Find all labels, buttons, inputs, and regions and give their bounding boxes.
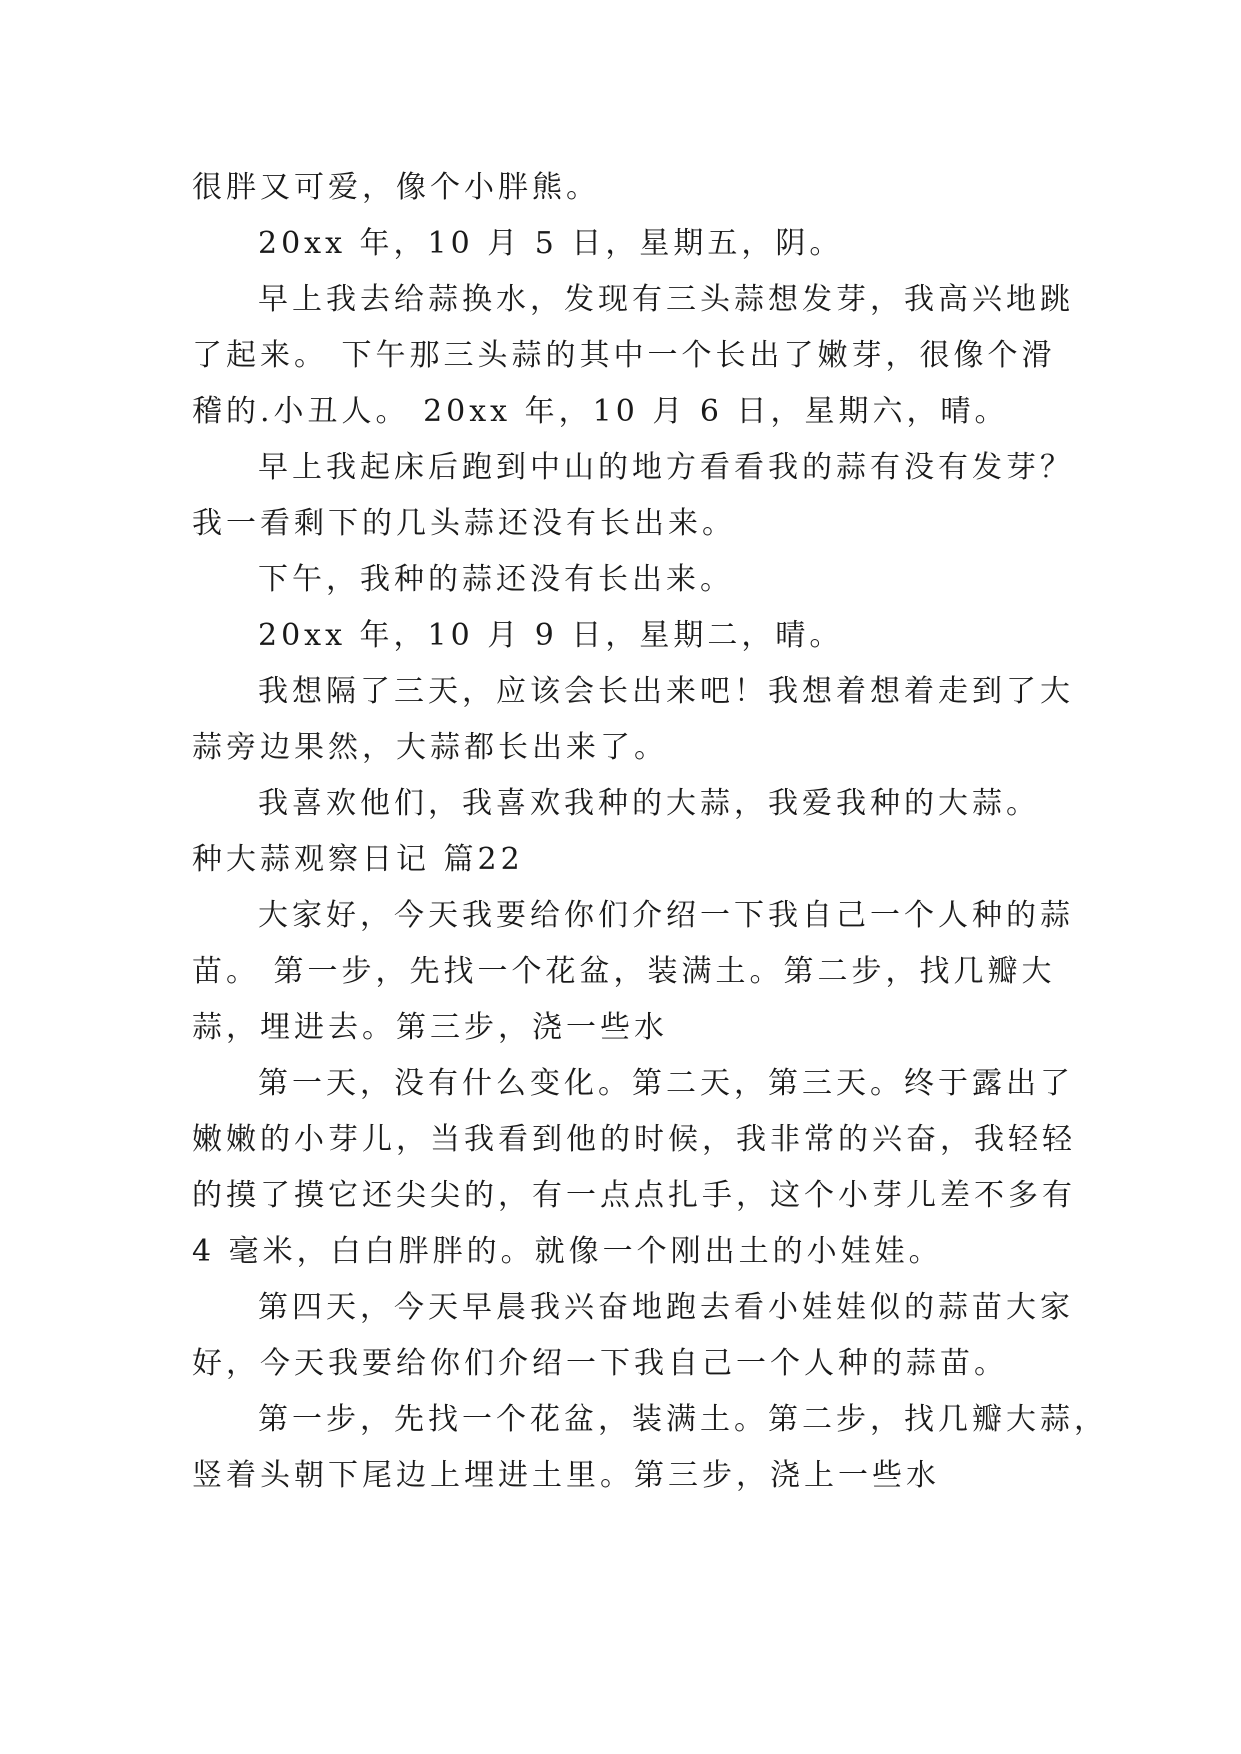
text-line: 的摸了摸它还尖尖的，有一点点扎手，这个小芽儿差不多有: [192, 1178, 1076, 1213]
text-line: 早上我起床后跑到中山的地方看看我的蒜有没有发芽？: [258, 450, 1074, 485]
diary-date: 20xx 年，10 月 5 日，星期五，阴。: [258, 226, 844, 261]
text-line: 稽的.小丑人。 20xx 年，10 月 6 日，星期六，晴。: [192, 394, 1009, 429]
text-line: 蒜旁边果然，大蒜都长出来了。: [192, 730, 668, 765]
text-line: 竖着头朝下尾边上埋进土里。第三步，浇上一些水: [192, 1458, 940, 1493]
text-line: 了起来。 下午那三头蒜的其中一个长出了嫩芽，很像个滑: [192, 338, 1056, 373]
text-line: 嫩嫩的小芽儿，当我看到他的时候，我非常的兴奋，我轻轻: [192, 1122, 1076, 1157]
text-line: 第一天，没有什么变化。第二天，第三天。终于露出了: [258, 1066, 1074, 1101]
section-title: 种大蒜观察日记 篇22: [192, 842, 524, 877]
text-line: 很胖又可爱，像个小胖熊。: [192, 170, 600, 205]
text-line: 下午，我种的蒜还没有长出来。: [258, 562, 734, 597]
text-line: 我一看剩下的几头蒜还没有长出来。: [192, 506, 736, 541]
text-line: 第一步，先找一个花盆，装满土。第二步，找几瓣大蒜，: [258, 1402, 1108, 1437]
text-line: 我喜欢他们，我喜欢我种的大蒜，我爱我种的大蒜。: [258, 786, 1040, 821]
text-line: 早上我去给蒜换水，发现有三头蒜想发芽，我高兴地跳: [258, 282, 1074, 317]
text-line: 我想隔了三天，应该会长出来吧！我想着想着走到了大: [258, 674, 1074, 709]
text-line: 蒜，埋进去。第三步，浇一些水: [192, 1010, 668, 1045]
text-line: 大家好，今天我要给你们介绍一下我自己一个人种的蒜: [258, 898, 1074, 933]
text-line: 苗。 第一步，先找一个花盆，装满土。第二步，找几瓣大: [192, 954, 1056, 989]
text-line: 好，今天我要给你们介绍一下我自己一个人种的蒜苗。: [192, 1346, 1008, 1381]
text-line: 第四天，今天早晨我兴奋地跑去看小娃娃似的蒜苗大家: [258, 1290, 1074, 1325]
text-line: 4 毫米，白白胖胖的。就像一个刚出土的小娃娃。: [192, 1234, 943, 1269]
diary-date: 20xx 年，10 月 9 日，星期二，晴。: [258, 618, 844, 653]
